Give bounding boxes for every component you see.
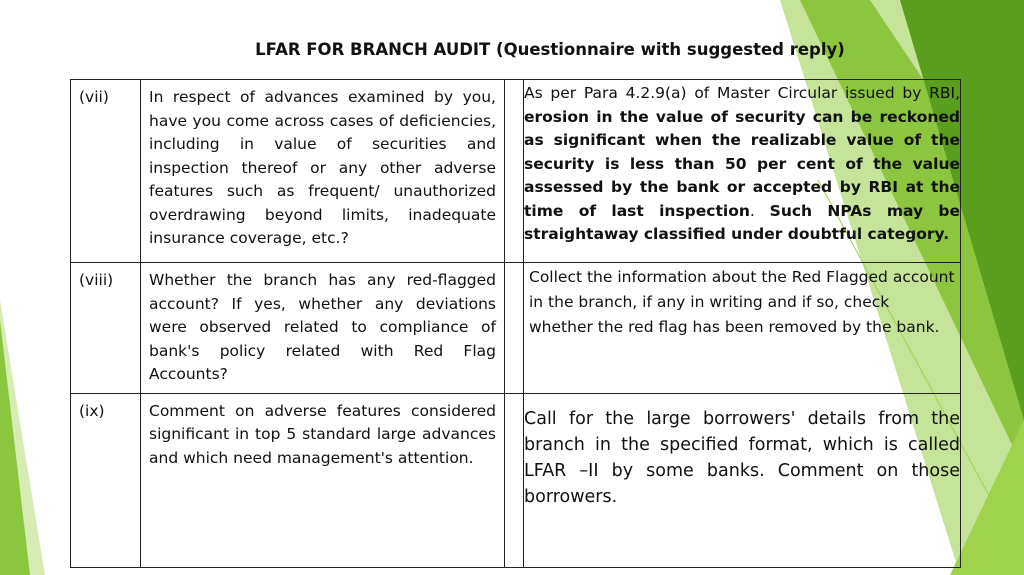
- table-row: [71, 263, 961, 394]
- answer-bold-2: Such NPAs may be straightaway classified under doubtful category.: [524, 201, 960, 243]
- spacer-cell: [505, 393, 524, 567]
- row-number: (vii): [71, 80, 141, 263]
- left-triangle-green: [0, 320, 30, 575]
- table-row: [71, 80, 961, 263]
- answer-text: [524, 80, 961, 263]
- row-number: (viii): [71, 263, 141, 394]
- page-title: LFAR FOR BRANCH AUDIT (Questionnaire with suggested reply): [255, 40, 845, 59]
- answer-text: Call for the large borrowers' details from the branch in the specified format, which is called LFAR –II by some banks. Comment on those borrowers.: [524, 393, 961, 567]
- answer-bold: erosion in the value of security can be reckoned as significant when the realizable value of the security is less than 50 per cent of the value assessed by the bank or accepted by RBI at the time of last inspection: [524, 107, 960, 220]
- spacer-cell: [505, 80, 524, 263]
- row-number: (ix): [71, 393, 141, 567]
- question-text: In respect of advances examined by you, have you come across cases of deficiencies, including in value of securities and inspection thereof or any other adverse features such as frequent/ unauthorized overdrawing beyond limits, inadequate insurance coverage, etc.?: [141, 80, 505, 263]
- answer-intro: As per Para 4.2.9(a) of Master Circular issued by RBI,: [524, 84, 960, 102]
- question-text: Whether the branch has any red-flagged account? If yes, whether any deviations were observed related to compliance of bank's policy related with Red Flag Accounts?: [141, 263, 505, 394]
- table-row: [71, 393, 961, 567]
- answer-text: Collect the information about the Red Flagged account in the branch, if any in writing and if so, check whether the red flag has been removed by the bank.: [524, 263, 961, 394]
- answer-separator: .: [749, 201, 770, 220]
- spacer-cell: [505, 263, 524, 394]
- question-text: Comment on adverse features considered significant in top 5 standard large advances and which need management's attention.: [141, 393, 505, 567]
- questionnaire-table: [70, 79, 961, 568]
